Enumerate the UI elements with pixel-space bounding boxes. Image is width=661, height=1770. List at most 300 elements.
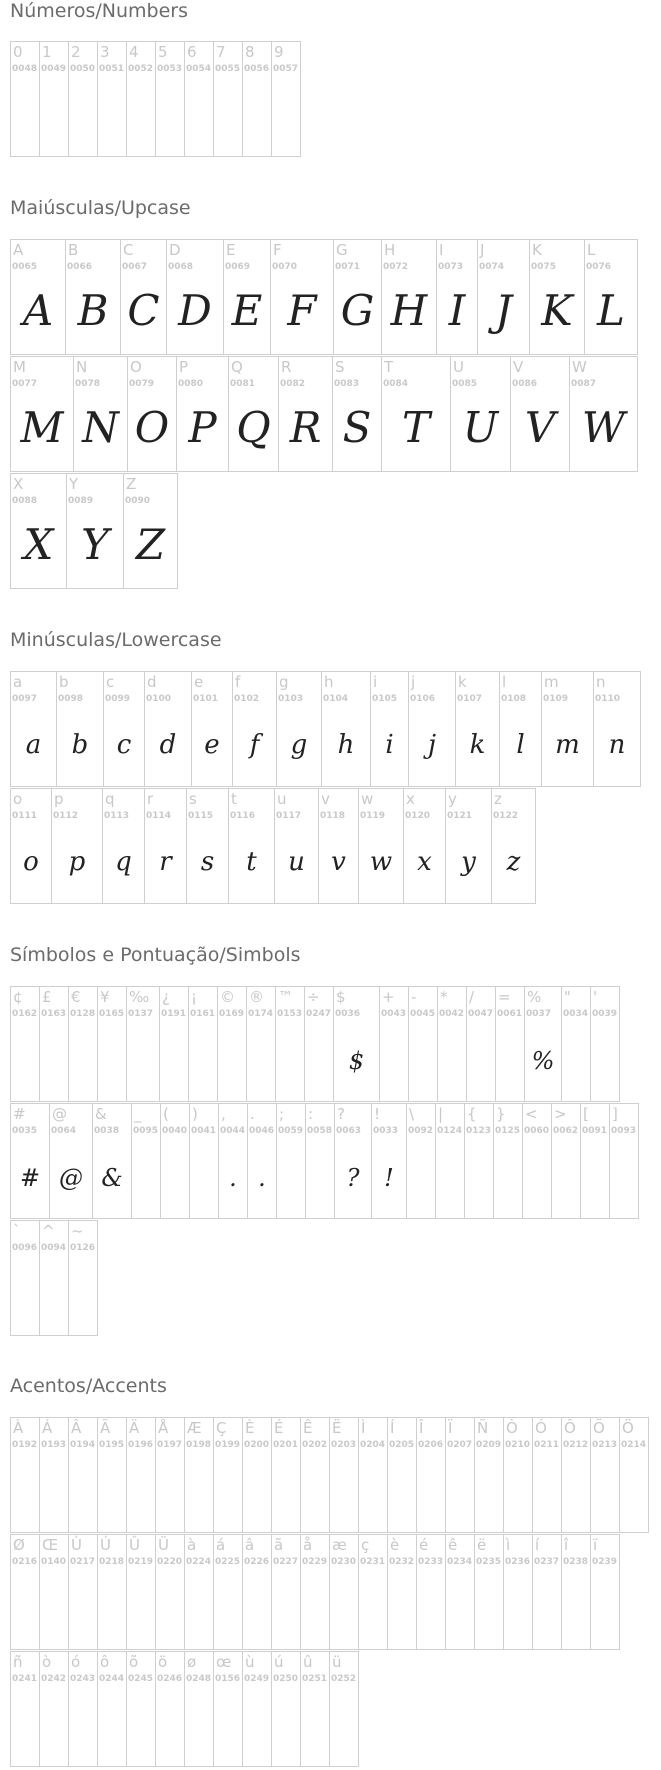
glyph-cell [593, 671, 641, 787]
glyph-code: 0069 [225, 262, 251, 272]
glyph-cell [65, 239, 121, 355]
glyph-code: 0035 [12, 1126, 38, 1136]
glyph-code: 0214 [621, 1440, 647, 1450]
glyph-char-label: + [382, 988, 395, 1006]
section-title: Acentos/Accents [10, 1375, 167, 1397]
glyph-cell [56, 671, 104, 787]
glyph-char-label: Æ [187, 1419, 202, 1437]
glyph-char-label: l [502, 673, 507, 691]
glyph-char-label: ] [612, 1105, 618, 1123]
glyph-code: 0080 [178, 379, 204, 389]
glyph-code: 0078 [75, 379, 101, 389]
glyph-sample: U [462, 403, 499, 452]
glyph-char-label: ^ [42, 1222, 55, 1240]
glyph-code: 0056 [244, 64, 270, 74]
glyph-cell [569, 356, 638, 472]
glyph-row [10, 1220, 97, 1336]
glyph-char-label: Q [231, 358, 243, 376]
glyph-char-label: Ô [564, 1419, 576, 1437]
glyph-char-label: D [169, 241, 181, 259]
glyph-sample: u [288, 847, 305, 877]
glyph-row [10, 1651, 358, 1767]
glyph-cell [408, 671, 456, 787]
glyph-cell [590, 1417, 620, 1533]
glyph-char-label: Ò [506, 1419, 518, 1437]
glyph-code: 0230 [331, 1557, 357, 1567]
glyph-code: 0120 [405, 811, 431, 821]
glyph-char-label: G [336, 241, 348, 259]
glyph-code: 0193 [41, 1440, 67, 1450]
glyph-cell [474, 1417, 504, 1533]
glyph-cell [120, 239, 167, 355]
glyph-cell [403, 788, 446, 904]
glyph-cell [358, 1534, 388, 1650]
glyph-cell [541, 671, 594, 787]
glyph-char-label: Å [158, 1419, 169, 1437]
glyph-char-label: t [231, 790, 237, 808]
glyph-cell [97, 986, 127, 1102]
glyph-code: 0048 [12, 64, 38, 74]
section-title: Números/Numbers [10, 0, 188, 22]
glyph-cell [144, 671, 192, 787]
glyph-code: 0062 [553, 1126, 579, 1136]
glyph-code: 0058 [307, 1126, 333, 1136]
glyph-code: 0045 [410, 1009, 436, 1019]
glyph-code: 0220 [157, 1557, 183, 1567]
glyph-char-label: 0 [13, 43, 23, 61]
glyph-char-label: ' [593, 988, 598, 1006]
glyph-cell [126, 41, 156, 157]
glyph-char-label: W [572, 358, 587, 376]
glyph-char-label: F [273, 241, 282, 259]
glyph-cell [242, 41, 272, 157]
glyph-cell [10, 1417, 40, 1533]
glyph-char-label: Á [42, 1419, 53, 1437]
glyph-cell [408, 986, 438, 1102]
glyph-char-label: ¿ [162, 988, 170, 1006]
glyph-cell [10, 788, 52, 904]
glyph-cell [184, 1651, 214, 1767]
glyph-code: 0121 [447, 811, 473, 821]
glyph-cell [246, 986, 276, 1102]
glyph-sample: O [134, 403, 170, 452]
glyph-char-label: d [147, 673, 157, 691]
glyph-code: 0113 [104, 811, 130, 821]
glyph-code: 0195 [99, 1440, 125, 1450]
glyph-cell [127, 356, 177, 472]
glyph-cell [524, 986, 562, 1102]
glyph-char-label: É [274, 1419, 284, 1437]
glyph-sample: h [337, 730, 355, 760]
glyph-code: 0213 [592, 1440, 618, 1450]
glyph-char-label: À [13, 1419, 24, 1437]
glyph-code: 0106 [410, 694, 436, 704]
glyph-cell [271, 41, 301, 157]
glyph-code: 0224 [186, 1557, 212, 1567]
glyph-code: 0199 [215, 1440, 241, 1450]
glyph-cell [213, 1417, 243, 1533]
glyph-char-label: V [513, 358, 524, 376]
section-title: Símbolos e Pontuação/Simbols [10, 944, 301, 966]
glyph-cell [381, 356, 451, 472]
glyph-cell [584, 239, 638, 355]
glyph-char-label: Ü [158, 1536, 169, 1554]
glyph-char-label: b [59, 673, 69, 691]
glyph-char-label: ! [374, 1105, 381, 1123]
glyph-code: 0049 [41, 64, 67, 74]
glyph-sample: b [71, 730, 89, 760]
glyph-sample: m [555, 730, 580, 760]
glyph-code: 0054 [186, 64, 212, 74]
glyph-char-label: Œ [42, 1536, 59, 1554]
glyph-cell [358, 1417, 388, 1533]
glyph-code: 0229 [302, 1557, 328, 1567]
glyph-code: 0128 [70, 1009, 96, 1019]
glyph-cell [39, 1534, 69, 1650]
glyph-code: 0039 [592, 1009, 618, 1019]
glyph-sample: # [19, 1164, 41, 1192]
glyph-cell [68, 1534, 98, 1650]
glyph-cell [551, 1103, 581, 1219]
glyph-code: 0087 [571, 379, 597, 389]
glyph-cell [39, 1220, 69, 1336]
glyph-sample: x [417, 847, 432, 877]
glyph-char-label: a [13, 673, 23, 691]
glyph-sample: z [506, 847, 521, 877]
glyph-code: 0161 [190, 1009, 216, 1019]
glyph-char-label: Ó [535, 1419, 547, 1437]
glyph-char-label: K [532, 241, 542, 259]
glyph-code: 0059 [278, 1126, 304, 1136]
glyph-code: 0162 [12, 1009, 38, 1019]
glyph-code: 0251 [302, 1674, 328, 1684]
glyph-code: 0044 [220, 1126, 246, 1136]
glyph-char-label: h [324, 673, 334, 691]
glyph-code: 0098 [58, 694, 84, 704]
glyph-cell [68, 1651, 98, 1767]
glyph-char-label: ) [192, 1105, 198, 1123]
glyph-code: 0094 [41, 1243, 67, 1253]
glyph-cell [493, 1103, 523, 1219]
glyph-char-label: ø [187, 1653, 197, 1671]
glyph-code: 0102 [234, 694, 260, 704]
glyph-cell [189, 1103, 219, 1219]
glyph-char-label: œ [216, 1653, 232, 1671]
glyph-char-label: ô [100, 1653, 110, 1671]
glyph-cell [416, 1534, 446, 1650]
glyph-char-label: ¡ [191, 988, 198, 1006]
glyph-sample: i [385, 730, 394, 760]
glyph-sample: g [290, 730, 308, 760]
glyph-cell [450, 356, 511, 472]
glyph-code: 0209 [476, 1440, 502, 1450]
glyph-code: 0051 [99, 64, 125, 74]
glyph-char-label: z [494, 790, 502, 808]
glyph-cell [329, 1534, 359, 1650]
glyph-code: 0116 [230, 811, 256, 821]
glyph-code: 0252 [331, 1674, 357, 1684]
glyph-sample: @ [59, 1164, 83, 1192]
glyph-cell [66, 473, 124, 589]
glyph-cell [275, 986, 305, 1102]
glyph-cell [416, 1417, 446, 1533]
glyph-cell [371, 1103, 407, 1219]
glyph-code: 0241 [12, 1674, 38, 1684]
glyph-code: 0046 [249, 1126, 275, 1136]
glyph-code: 0107 [457, 694, 483, 704]
glyph-char-label: Ã [100, 1419, 111, 1437]
glyph-cell [232, 671, 277, 787]
glyph-cell [184, 1534, 214, 1650]
glyph-cell [10, 986, 40, 1102]
glyph-char-label: N [76, 358, 88, 376]
glyph-code: 0248 [186, 1674, 212, 1684]
glyph-char-label: í [535, 1536, 540, 1554]
glyph-cell [176, 356, 229, 472]
glyph-cell [381, 239, 437, 355]
glyph-code: 0203 [331, 1440, 357, 1450]
glyph-cell [10, 356, 74, 472]
glyph-cell [160, 1103, 190, 1219]
glyph-code: 0163 [41, 1009, 67, 1019]
glyph-cell [228, 788, 275, 904]
glyph-cell [619, 1417, 649, 1533]
glyph-sample: ? [346, 1164, 360, 1192]
glyph-char-label: > [554, 1105, 567, 1123]
glyph-code: 0109 [543, 694, 569, 704]
glyph-cell [435, 1103, 465, 1219]
glyph-code: 0093 [611, 1126, 637, 1136]
glyph-code: 0068 [168, 262, 194, 272]
glyph-cell [305, 1103, 335, 1219]
glyph-cell [532, 1534, 562, 1650]
glyph-char-label: M [13, 358, 26, 376]
glyph-code: 0037 [526, 1009, 552, 1019]
glyph-cell [466, 986, 496, 1102]
glyph-code: 0118 [320, 811, 346, 821]
glyph-char-label: e [194, 673, 204, 691]
glyph-code: 0197 [157, 1440, 183, 1450]
glyph-char-label: ç [361, 1536, 370, 1554]
glyph-code: 0092 [408, 1126, 434, 1136]
glyph-sample: % [531, 1047, 555, 1075]
glyph-char-label: u [277, 790, 287, 808]
glyph-code: 0084 [383, 379, 409, 389]
glyph-char-label: 7 [216, 43, 226, 61]
glyph-cell [68, 1220, 98, 1336]
glyph-cell [318, 788, 359, 904]
glyph-sample: . [229, 1164, 237, 1192]
glyph-cell [247, 1103, 277, 1219]
glyph-code: 0053 [157, 64, 183, 74]
glyph-code: 0096 [12, 1243, 38, 1253]
glyph-code: 0249 [244, 1674, 270, 1684]
glyph-char-label: A [13, 241, 24, 259]
glyph-cell [155, 1417, 185, 1533]
glyph-row [10, 41, 300, 157]
glyph-code: 0112 [53, 811, 79, 821]
glyph-char-label: á [216, 1536, 226, 1554]
glyph-cell [561, 1534, 591, 1650]
glyph-cell [102, 788, 145, 904]
glyph-code: 0126 [70, 1243, 96, 1253]
glyph-code: 0140 [41, 1557, 67, 1567]
glyph-code: 0108 [501, 694, 527, 704]
glyph-sample: w [369, 847, 393, 877]
glyph-cell [503, 1417, 533, 1533]
glyph-code: 0237 [534, 1557, 560, 1567]
glyph-code: 0192 [12, 1440, 38, 1450]
glyph-cell [228, 356, 279, 472]
glyph-cell [477, 239, 530, 355]
glyph-code: 0071 [335, 262, 361, 272]
glyph-code: 0042 [439, 1009, 465, 1019]
glyph-char-label: ê [448, 1536, 458, 1554]
glyph-cell [184, 41, 214, 157]
glyph-code: 0073 [438, 262, 464, 272]
glyph-char-label: " [564, 988, 571, 1006]
glyph-cell [166, 239, 224, 355]
glyph-code: 0137 [128, 1009, 154, 1019]
glyph-cell [73, 356, 128, 472]
glyph-code: 0070 [272, 262, 298, 272]
glyph-char-label: ( [163, 1105, 169, 1123]
glyph-code: 0100 [146, 694, 172, 704]
glyph-sample: Y [81, 520, 109, 569]
glyph-char-label: [ [583, 1105, 589, 1123]
glyph-code: 0066 [67, 262, 93, 272]
glyph-char-label: k [458, 673, 467, 691]
glyph-char-label: ® [249, 988, 264, 1006]
glyph-code: 0064 [51, 1126, 77, 1136]
glyph-char-label: 6 [187, 43, 197, 61]
glyph-sample: l [516, 730, 525, 760]
glyph-char-label: ~ [71, 1222, 84, 1240]
glyph-sample: c [116, 730, 132, 760]
glyph-code: 0077 [12, 379, 38, 389]
glyph-cell [590, 986, 620, 1102]
glyph-char-label: î [564, 1536, 569, 1554]
glyph-code: 0234 [447, 1557, 473, 1567]
section-title: Minúsculas/Lowercase [10, 629, 222, 651]
glyph-code: 0204 [360, 1440, 386, 1450]
glyph-char-label: x [406, 790, 415, 808]
glyph-code: 0196 [128, 1440, 154, 1450]
glyph-char-label: Ú [100, 1536, 111, 1554]
glyph-code: 0247 [306, 1009, 332, 1019]
glyph-char-label: ú [274, 1653, 284, 1671]
glyph-char-label: å [303, 1536, 313, 1554]
glyph-cell [10, 1534, 40, 1650]
glyph-char-label: y [448, 790, 457, 808]
glyph-code: 0169 [219, 1009, 245, 1019]
glyph-cell [218, 1103, 248, 1219]
glyph-cell [455, 671, 500, 787]
glyph-cell [387, 1534, 417, 1650]
glyph-cell [561, 986, 591, 1102]
glyph-char-label: g [279, 673, 289, 691]
glyph-sample: K [541, 286, 573, 335]
glyph-code: 0115 [188, 811, 214, 821]
glyph-code: 0119 [360, 811, 386, 821]
glyph-cell [10, 671, 57, 787]
glyph-cell [580, 1103, 610, 1219]
glyph-char-label: õ [129, 1653, 139, 1671]
glyph-sample: d [159, 730, 177, 760]
glyph-cell [271, 1651, 301, 1767]
glyph-char-label: s [189, 790, 197, 808]
glyph-char-label: ö [158, 1653, 168, 1671]
glyph-cell [278, 356, 333, 472]
glyph-char-label: . [250, 1105, 255, 1123]
glyph-char-label: B [68, 241, 79, 259]
glyph-char-label: Õ [593, 1419, 605, 1437]
glyph-code: 0081 [230, 379, 256, 389]
glyph-char-label: { [467, 1105, 477, 1123]
glyph-char-label: } [496, 1105, 506, 1123]
glyph-code: 0063 [336, 1126, 362, 1136]
glyph-code: 0245 [128, 1674, 154, 1684]
glyph-char-label: Ê [303, 1419, 313, 1437]
glyph-cell [123, 473, 178, 589]
glyph-code: 0072 [383, 262, 409, 272]
glyph-code: 0034 [563, 1009, 589, 1019]
glyph-char-label: ñ [13, 1653, 23, 1671]
glyph-char-label: Ö [622, 1419, 634, 1437]
glyph-code: 0076 [586, 262, 612, 272]
glyph-cell [97, 1651, 127, 1767]
glyph-sample: j [427, 730, 437, 760]
glyph-sample: v [331, 847, 346, 877]
glyph-code: 0165 [99, 1009, 125, 1019]
glyph-char-label: Î [419, 1419, 424, 1437]
glyph-char-label: ü [332, 1653, 342, 1671]
glyph-char-label: , [221, 1105, 226, 1123]
glyph-cell [276, 1103, 306, 1219]
glyph-cell [51, 788, 103, 904]
glyph-code: 0097 [12, 694, 38, 704]
glyph-sample: S [342, 403, 372, 452]
glyph-cell [10, 41, 40, 157]
glyph-char-label: Ì [361, 1419, 366, 1437]
glyph-char-label: i [373, 673, 378, 691]
glyph-char-label: û [303, 1653, 313, 1671]
glyph-char-label: | [438, 1105, 444, 1123]
glyph-code: 0243 [70, 1674, 96, 1684]
glyph-code: 0065 [12, 262, 38, 272]
glyph-code: 0212 [563, 1440, 589, 1450]
glyph-code: 0227 [273, 1557, 299, 1567]
glyph-char-label: U [453, 358, 464, 376]
glyph-char-label: Ç [216, 1419, 227, 1437]
glyph-code: 0244 [99, 1674, 125, 1684]
glyph-char-label: w [361, 790, 374, 808]
glyph-char-label: â [245, 1536, 255, 1554]
glyph-char-label: & [95, 1105, 107, 1123]
glyph-code: 0211 [534, 1440, 560, 1450]
glyph-row [10, 1103, 638, 1219]
glyph-char-label: Ñ [477, 1419, 489, 1437]
glyph-sample: o [23, 847, 39, 877]
glyph-char-label: v [321, 790, 330, 808]
glyph-code: 0043 [381, 1009, 407, 1019]
glyph-cell [445, 788, 492, 904]
glyph-char-label: X [13, 475, 24, 493]
glyph-sample: D [178, 286, 212, 335]
glyph-cell [68, 1417, 98, 1533]
glyph-row [10, 788, 535, 904]
glyph-code: 0082 [280, 379, 306, 389]
